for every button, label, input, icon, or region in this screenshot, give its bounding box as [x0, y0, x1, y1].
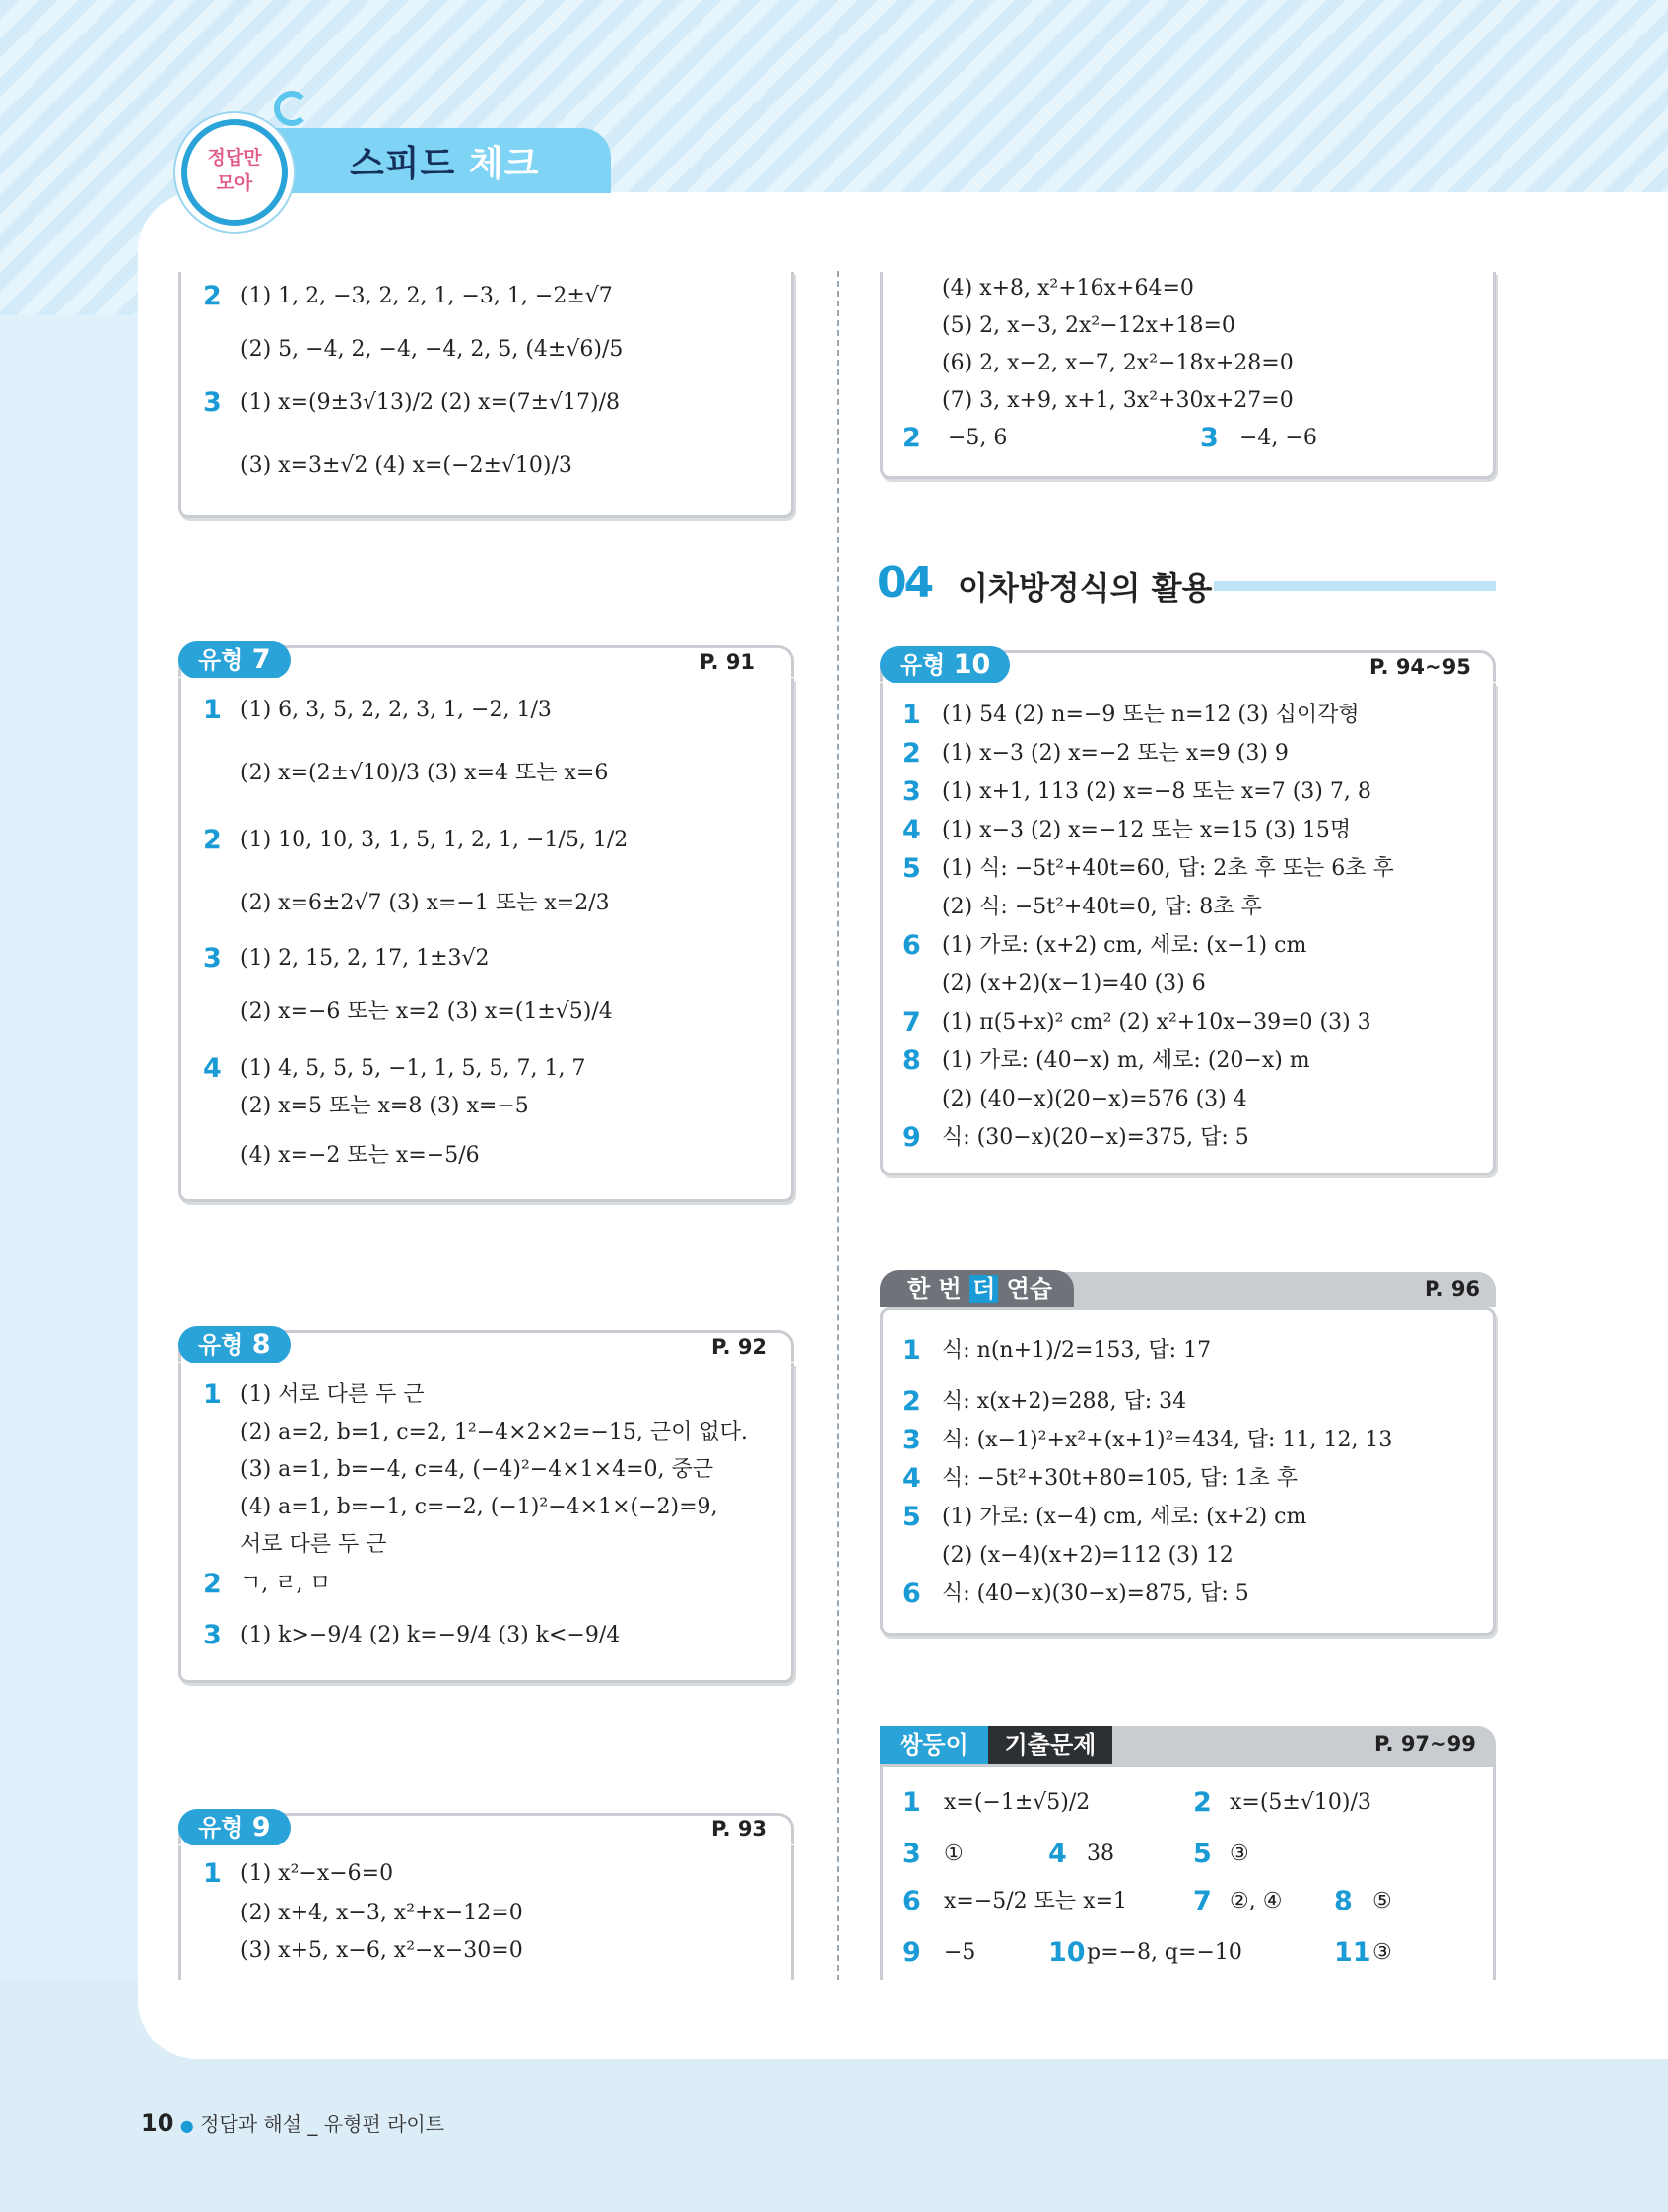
- answer-number: 1: [203, 1379, 222, 1410]
- answer-line: (3) x+5, x−6, x²−x−30=0: [240, 1938, 523, 1963]
- tag-number: 10: [953, 649, 991, 680]
- answer-line: ③: [1230, 1842, 1249, 1866]
- answer-line: (2) x=−6 또는 x=2 (3) x=(1±√5)/4: [240, 999, 613, 1024]
- answer-number: 2: [203, 1569, 222, 1599]
- answer-line: (3) a=1, b=−4, c=4, (−4)²−4×1×4=0, 중근: [240, 1457, 713, 1482]
- answer-number: 7: [1193, 1886, 1212, 1916]
- answer-line: (2) 5, −4, 2, −4, −4, 2, 5, (4±√6)/5: [240, 337, 624, 362]
- swirl-icon: [274, 91, 309, 126]
- answer-line: (7) 3, x+9, x+1, 3x²+30x+27=0: [942, 388, 1294, 413]
- answer-number: 2: [203, 281, 222, 311]
- answer-number: 4: [902, 1463, 921, 1494]
- bullet-icon: ●: [179, 2116, 194, 2135]
- answer-number: 1: [902, 1787, 921, 1818]
- answer-line: (1) 1, 2, −3, 2, 2, 1, −3, 1, −2±√7: [240, 284, 613, 308]
- answer-line: (1) x=(9±3√13)/2 (2) x=(7±√17)/8: [240, 390, 621, 415]
- answer-line: ⑤: [1372, 1889, 1392, 1913]
- type10-page-ref: P. 94~95: [1369, 655, 1471, 679]
- answer-line: 식: −5t²+30t+80=105, 답: 1초 후: [942, 1466, 1299, 1491]
- answer-number: 6: [902, 930, 921, 961]
- answer-line: 식: (40−x)(30−x)=875, 답: 5: [942, 1581, 1249, 1606]
- answer-line: 식: (30−x)(20−x)=375, 답: 5: [942, 1125, 1249, 1150]
- answer-number: 11: [1334, 1937, 1371, 1968]
- exam-tag-a: 쌍둥이: [880, 1726, 988, 1764]
- footer-text: 정답과 해설 _ 유형편 라이트: [200, 2112, 445, 2136]
- answer-line: 서로 다른 두 근: [240, 1532, 387, 1557]
- answer-line: −5: [944, 1940, 976, 1965]
- answer-number: 6: [902, 1578, 921, 1609]
- answer-line: (4) x+8, x²+16x+64=0: [942, 276, 1194, 301]
- answer-number: 6: [902, 1886, 921, 1916]
- answer-number: 8: [902, 1045, 921, 1076]
- answer-line: 38: [1087, 1842, 1114, 1866]
- answer-line: 식: x(x+2)=288, 답: 34: [942, 1389, 1187, 1414]
- answer-line: (2) (40−x)(20−x)=576 (3) 4: [942, 1087, 1247, 1111]
- answer-line: (1) 6, 3, 5, 2, 2, 3, 1, −2, 1/3: [240, 698, 552, 722]
- badge-line1: 정답만: [207, 147, 262, 168]
- type7-tag: [178, 641, 291, 679]
- answer-line: (1) π(5+x)² cm² (2) x²+10x−39=0 (3) 3: [942, 1010, 1371, 1035]
- answer-line: ①: [944, 1842, 964, 1866]
- exam-box: [880, 1764, 1496, 1980]
- answer-line: (2) x+4, x−3, x²+x−12=0: [240, 1901, 523, 1925]
- section-title: 이차방정식의 활용: [958, 570, 1213, 607]
- type8-page-ref: P. 92: [711, 1335, 767, 1359]
- type10-tag: [880, 646, 1010, 684]
- answer-line: (4) a=1, b=−1, c=−2, (−1)²−4×1×(−2)=9,: [240, 1495, 718, 1519]
- left-top-box: [178, 272, 794, 518]
- answer-line: (1) 가로: (40−x) m, 세로: (20−x) m: [942, 1048, 1310, 1073]
- answer-number: 3: [1200, 423, 1219, 453]
- answer-number: 2: [902, 423, 921, 453]
- answer-line: ②, ④: [1230, 1889, 1283, 1913]
- answer-number: 3: [203, 1620, 222, 1650]
- section-underline: [1214, 581, 1496, 591]
- answer-number: 2: [902, 738, 921, 769]
- answer-line: 식: n(n+1)/2=153, 답: 17: [942, 1338, 1212, 1363]
- answer-number: 3: [203, 943, 222, 973]
- answer-number: 1: [203, 695, 222, 725]
- answer-line: (1) x−3 (2) x=−12 또는 x=15 (3) 15명: [942, 818, 1352, 842]
- badge-line2: 모아: [216, 172, 253, 194]
- type8-box: [178, 1363, 794, 1683]
- answer-line: (3) x=3±√2 (4) x=(−2±√10)/3: [240, 453, 572, 478]
- answer-line: (4) x=−2 또는 x=−5/6: [240, 1143, 480, 1168]
- section-number: 04: [877, 558, 932, 608]
- answer-line: (1) 가로: (x+2) cm, 세로: (x−1) cm: [942, 933, 1307, 958]
- answer-number: 3: [203, 387, 222, 418]
- page-title: [350, 136, 539, 186]
- answer-line: (1) 식: −5t²+40t=60, 답: 2초 후 또는 6초 후: [942, 856, 1394, 881]
- title-part1: 스피드: [350, 144, 456, 184]
- type10-box: [880, 683, 1496, 1175]
- type9-tag: [178, 1809, 291, 1846]
- tag-number: 9: [251, 1812, 271, 1843]
- answer-line: x=−5/2 또는 x=1: [944, 1889, 1128, 1913]
- answer-number: 5: [1193, 1839, 1212, 1869]
- page-number: 10: [141, 2110, 174, 2137]
- tag-label: 유형: [900, 651, 946, 679]
- answer-line: (2) 식: −5t²+40t=0, 답: 8초 후: [942, 895, 1262, 919]
- type9-page-ref: P. 93: [711, 1817, 767, 1841]
- answer-line: (1) 54 (2) n=−9 또는 n=12 (3) 십이각형: [942, 703, 1360, 727]
- column-divider: [837, 271, 839, 1980]
- answer-line: (2) a=2, b=1, c=2, 1²−4×2×2=−15, 근이 없다.: [240, 1420, 748, 1444]
- answer-line: (1) x+1, 113 (2) x=−8 또는 x=7 (3) 7, 8: [942, 779, 1371, 804]
- answer-line: (2) (x−4)(x+2)=112 (3) 12: [942, 1543, 1234, 1568]
- answer-badge: [187, 125, 282, 220]
- answer-line: −5, 6: [948, 426, 1008, 450]
- answer-line: (1) x−3 (2) x=−2 또는 x=9 (3) 9: [942, 741, 1289, 766]
- page-footer: [141, 2109, 444, 2137]
- tag-label: 유형: [198, 1331, 244, 1359]
- practice-tag-a: 한 번: [907, 1275, 962, 1303]
- answer-line: x=(5±√10)/3: [1230, 1790, 1371, 1815]
- answer-line: (2) x=6±2√7 (3) x=−1 또는 x=2/3: [240, 891, 610, 915]
- answer-number: 7: [902, 1007, 921, 1038]
- answer-line: (1) 서로 다른 두 근: [240, 1382, 425, 1407]
- answer-number: 1: [902, 1335, 921, 1366]
- answer-line: ③: [1372, 1940, 1392, 1965]
- answer-number: 3: [902, 776, 921, 807]
- answer-line: x=(−1±√5)/2: [944, 1790, 1091, 1815]
- exam-tag-b: 기출문제: [988, 1726, 1112, 1764]
- answer-line: 식: (x−1)²+x²+(x+1)²=434, 답: 11, 12, 13: [942, 1428, 1393, 1452]
- answer-line: p=−8, q=−10: [1087, 1940, 1242, 1965]
- answer-number: 2: [902, 1386, 921, 1417]
- answer-number: 2: [203, 825, 222, 855]
- answer-number: 9: [902, 1937, 921, 1968]
- answer-number: 5: [902, 853, 921, 884]
- practice-tag: [880, 1270, 1074, 1307]
- answer-number: 1: [902, 700, 921, 730]
- answer-line: ㄱ, ㄹ, ㅁ: [240, 1572, 331, 1596]
- practice-tag-b: 더: [969, 1275, 998, 1303]
- answer-number: 3: [902, 1425, 921, 1455]
- answer-number: 4: [1048, 1839, 1067, 1869]
- answer-line: (1) 2, 15, 2, 17, 1±3√2: [240, 946, 490, 971]
- answer-number: 5: [902, 1502, 921, 1532]
- answer-line: (1) 가로: (x−4) cm, 세로: (x+2) cm: [942, 1505, 1307, 1529]
- title-part2: 체크: [468, 144, 540, 184]
- answer-number: 9: [902, 1122, 921, 1153]
- answer-line: (6) 2, x−2, x−7, 2x²−18x+28=0: [942, 351, 1294, 375]
- answer-number: 8: [1334, 1886, 1353, 1916]
- right-top-box: [880, 272, 1496, 479]
- answer-line: (2) (x+2)(x−1)=40 (3) 6: [942, 972, 1206, 996]
- type8-tag: [178, 1326, 291, 1364]
- tag-label: 유형: [198, 1814, 244, 1842]
- answer-line: (1) x²−x−6=0: [240, 1861, 394, 1886]
- answer-number: 10: [1048, 1937, 1086, 1968]
- answer-line: (1) 10, 10, 3, 1, 5, 1, 2, 1, −1/5, 1/2: [240, 828, 629, 852]
- answer-number: 4: [203, 1053, 222, 1084]
- answer-number: 4: [902, 815, 921, 845]
- type7-page-ref: P. 91: [700, 650, 756, 674]
- answer-line: −4, −6: [1239, 426, 1317, 450]
- type9-box: [178, 1845, 794, 1980]
- answer-number: 2: [1193, 1787, 1212, 1818]
- answer-line: (2) x=5 또는 x=8 (3) x=−5: [240, 1094, 529, 1118]
- answer-line: (2) x=(2±√10)/3 (3) x=4 또는 x=6: [240, 761, 609, 785]
- tag-number: 8: [251, 1329, 271, 1360]
- practice-page-ref: P. 96: [1425, 1277, 1481, 1301]
- answer-number: 1: [203, 1858, 222, 1889]
- type7-box: [178, 678, 794, 1202]
- tag-number: 7: [251, 644, 271, 675]
- practice-box: [880, 1307, 1496, 1636]
- practice-tag-c: 연습: [1006, 1275, 1053, 1303]
- answer-line: (5) 2, x−3, 2x²−12x+18=0: [942, 313, 1235, 338]
- answer-number: 3: [902, 1839, 921, 1869]
- answer-line: (1) 4, 5, 5, 5, −1, 1, 5, 5, 7, 1, 7: [240, 1056, 586, 1081]
- answer-line: (1) k>−9/4 (2) k=−9/4 (3) k<−9/4: [240, 1623, 621, 1647]
- tag-label: 유형: [198, 646, 244, 674]
- exam-page-ref: P. 97~99: [1374, 1732, 1476, 1756]
